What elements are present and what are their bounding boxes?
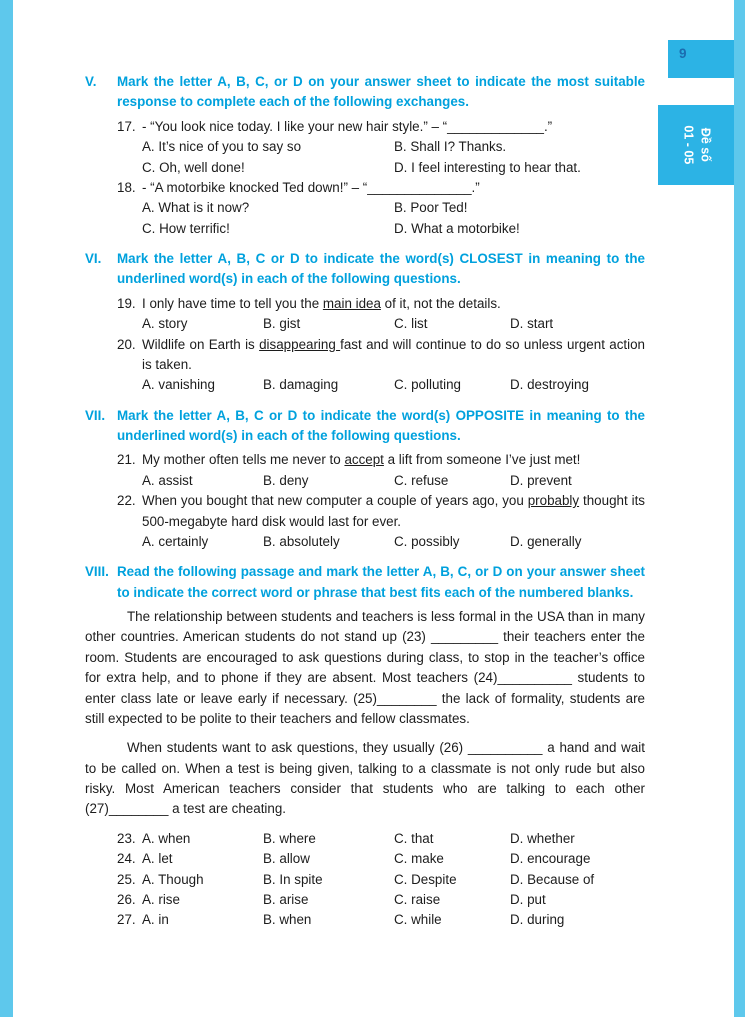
option-a: A. It’s nice of you to say so bbox=[142, 139, 302, 155]
options-row bbox=[142, 198, 645, 239]
section-title-text: Mark the letter A, B, C or D to indicate the word(s) CLOSEST in meaning to the underlined word(s) in each of the following questions. bbox=[117, 251, 645, 287]
option-a: A. Though bbox=[142, 871, 204, 887]
option-b: B. deny bbox=[263, 472, 309, 488]
question-number: 27. bbox=[117, 912, 136, 928]
option-d: D. What a motorbike! bbox=[394, 220, 520, 236]
options-row bbox=[142, 314, 645, 334]
option-a: A. assist bbox=[142, 472, 193, 488]
option-c: C. list bbox=[394, 316, 428, 332]
option-c: C. polluting bbox=[394, 377, 461, 393]
option-b: B. where bbox=[263, 830, 316, 846]
option-b: B. allow bbox=[263, 851, 310, 867]
option-d: D. prevent bbox=[510, 472, 572, 488]
option-d: D. destroying bbox=[510, 377, 589, 393]
question-21 bbox=[85, 450, 645, 491]
question-body bbox=[142, 294, 645, 335]
text-segment: - “A motorbike knocked Ted down!” – “______________.” bbox=[142, 179, 480, 195]
option-c: C. raise bbox=[394, 891, 441, 907]
question-26 bbox=[85, 890, 645, 910]
question-20 bbox=[85, 335, 645, 396]
text-segment: My mother often tells me never to bbox=[142, 452, 345, 468]
option-c: C. make bbox=[394, 851, 444, 867]
options-row bbox=[142, 910, 645, 930]
option-c: C. How terrific! bbox=[142, 220, 230, 236]
question-text bbox=[142, 450, 645, 470]
section-title-text: Read the following passage and mark the letter A, B, C, or D on your answer sheet to indicate the correct word or phrase that best fits each of the numbered blanks. bbox=[117, 564, 645, 600]
section-numeral: VI. bbox=[85, 251, 102, 266]
option-a: A. in bbox=[142, 912, 169, 928]
side-tab-text bbox=[679, 126, 713, 165]
text-segment: fast and will continue to do so unless urgent action is taken. bbox=[142, 336, 645, 372]
option-d: D. put bbox=[510, 891, 546, 907]
question-23 bbox=[85, 829, 645, 849]
option-b: B. damaging bbox=[263, 377, 339, 393]
underlined-word: probably bbox=[527, 493, 580, 509]
question-number: 26. bbox=[117, 891, 136, 907]
question-body bbox=[142, 849, 645, 869]
option-b: B. In spite bbox=[263, 871, 323, 887]
options-row bbox=[142, 870, 645, 890]
question-number: 20. bbox=[117, 336, 136, 352]
option-d: D. whether bbox=[510, 830, 575, 846]
question-text bbox=[142, 335, 645, 376]
question-number: 19. bbox=[117, 295, 136, 311]
text-segment: a lift from someone I’ve just met! bbox=[383, 452, 581, 468]
option-b: B. absolutely bbox=[263, 533, 340, 549]
option-c: C. possibly bbox=[394, 533, 460, 549]
question-body bbox=[142, 870, 645, 890]
booklet-side-tab bbox=[658, 105, 734, 185]
text-segment: When you bought that new computer a couple of years ago, you bbox=[142, 493, 528, 509]
option-b: B. arise bbox=[263, 891, 309, 907]
option-d: D. during bbox=[510, 912, 565, 928]
option-a: A. let bbox=[142, 851, 173, 867]
page-number: 9 bbox=[679, 46, 687, 61]
section-heading bbox=[85, 406, 645, 447]
question-body bbox=[142, 335, 645, 396]
question-number: 21. bbox=[117, 452, 136, 468]
passage-paragraph-2: When students want to ask questions, they usually (26) __________ a hand and wait to be called on. When a test is being given, talking to a classmate is not only rude but also risky. Most American teachers consider that students who are talking to each other (27)________ a test are cheating. bbox=[85, 740, 645, 817]
side-tab-line-2: 01 - 05 bbox=[680, 125, 695, 165]
side-tab-line-1: Đề số bbox=[697, 127, 712, 163]
underlined-word: main idea bbox=[322, 295, 381, 311]
option-a: A. What is it now? bbox=[142, 200, 250, 216]
text-segment: of it, not the details. bbox=[380, 295, 501, 311]
section-numeral: VII. bbox=[85, 407, 106, 423]
page-left-border bbox=[0, 0, 13, 1017]
question-body bbox=[142, 910, 645, 930]
question-text bbox=[142, 178, 645, 198]
page-right-border bbox=[734, 0, 745, 1017]
option-c: C. Despite bbox=[394, 871, 457, 887]
section-numeral: VIII. bbox=[85, 564, 109, 580]
question-number: 18. bbox=[117, 179, 136, 195]
question-18 bbox=[85, 178, 645, 239]
question-body bbox=[142, 491, 645, 552]
option-b: B. Poor Ted! bbox=[394, 200, 468, 216]
option-a: A. certainly bbox=[142, 533, 209, 549]
option-d: D. I feel interesting to hear that. bbox=[394, 159, 581, 175]
options-row bbox=[142, 471, 645, 491]
section-v bbox=[85, 72, 645, 239]
option-a: A. rise bbox=[142, 891, 180, 907]
underlined-word: disappearing bbox=[259, 336, 341, 352]
section-heading bbox=[85, 249, 645, 290]
passage-paragraph-1: The relationship between students and teachers is less formal in the USA than in many other countries. American students do not stand up (23) _________ their teachers enter the room. Students are encouraged to ask questions during class, to stop in the teacher’s office for extra help, and to phone if they are absent. Most teachers (24)__________ students to enter class late or leave early if necessary. (25)________ the lack of formality, students are still expected to be polite to their teachers and fellow classmates. bbox=[85, 609, 645, 726]
option-b: B. Shall I? Thanks. bbox=[394, 139, 507, 155]
section-numeral: V. bbox=[85, 74, 97, 89]
question-body bbox=[142, 117, 645, 178]
question-text bbox=[142, 117, 645, 137]
text-segment: - “You look nice today. I like your new hair style.” – “_____________.” bbox=[142, 118, 553, 134]
options-row bbox=[142, 829, 645, 849]
section-heading bbox=[85, 72, 645, 113]
option-d: D. Because of bbox=[510, 871, 595, 887]
section-title-text: Mark the letter A, B, C, or D on your answer sheet to indicate the most suitable response to complete each of the following exchanges. bbox=[117, 74, 645, 110]
question-number: 23. bbox=[117, 830, 136, 846]
text-segment: thought its 500-megabyte hard disk would last for ever. bbox=[142, 493, 645, 529]
option-c: C. that bbox=[394, 830, 434, 846]
option-d: D. generally bbox=[510, 533, 582, 549]
section-vi bbox=[85, 249, 645, 396]
question-body bbox=[142, 890, 645, 910]
options-row bbox=[142, 137, 645, 178]
text-segment: I only have time to tell you the bbox=[142, 295, 323, 311]
question-body bbox=[142, 450, 645, 491]
question-27 bbox=[85, 910, 645, 930]
option-a: A. when bbox=[142, 830, 191, 846]
exam-page-content bbox=[85, 72, 645, 931]
option-c: C. while bbox=[394, 912, 442, 928]
question-number: 25. bbox=[117, 871, 136, 887]
question-number: 22. bbox=[117, 493, 136, 509]
section-vii bbox=[85, 406, 645, 553]
section-title-text: Mark the letter A, B, C or D to indicate the word(s) OPPOSITE in meaning to the underlined word(s) in each of the following questions. bbox=[117, 407, 645, 443]
option-d: D. start bbox=[510, 316, 554, 332]
option-b: B. gist bbox=[263, 316, 301, 332]
text-segment: Wildlife on Earth is bbox=[142, 336, 260, 352]
underlined-word: accept bbox=[344, 452, 384, 468]
option-c: C. Oh, well done! bbox=[142, 159, 245, 175]
options-row bbox=[142, 890, 645, 910]
options-row bbox=[142, 532, 645, 552]
question-body bbox=[142, 178, 645, 239]
question-17 bbox=[85, 117, 645, 178]
question-number: 17. bbox=[117, 118, 136, 134]
section-viii bbox=[85, 562, 645, 930]
question-24 bbox=[85, 849, 645, 869]
section-heading bbox=[85, 562, 645, 603]
option-b: B. when bbox=[263, 912, 312, 928]
options-row bbox=[142, 849, 645, 869]
question-text bbox=[142, 491, 645, 532]
option-a: A. vanishing bbox=[142, 377, 215, 393]
question-body bbox=[142, 829, 645, 849]
options-row bbox=[142, 375, 645, 395]
question-22 bbox=[85, 491, 645, 552]
option-a: A. story bbox=[142, 316, 188, 332]
question-text bbox=[142, 294, 645, 314]
option-d: D. encourage bbox=[510, 851, 591, 867]
option-c: C. refuse bbox=[394, 472, 449, 488]
question-19 bbox=[85, 294, 645, 335]
question-number: 24. bbox=[117, 851, 136, 867]
question-25 bbox=[85, 870, 645, 890]
page-number-tab bbox=[668, 40, 734, 78]
